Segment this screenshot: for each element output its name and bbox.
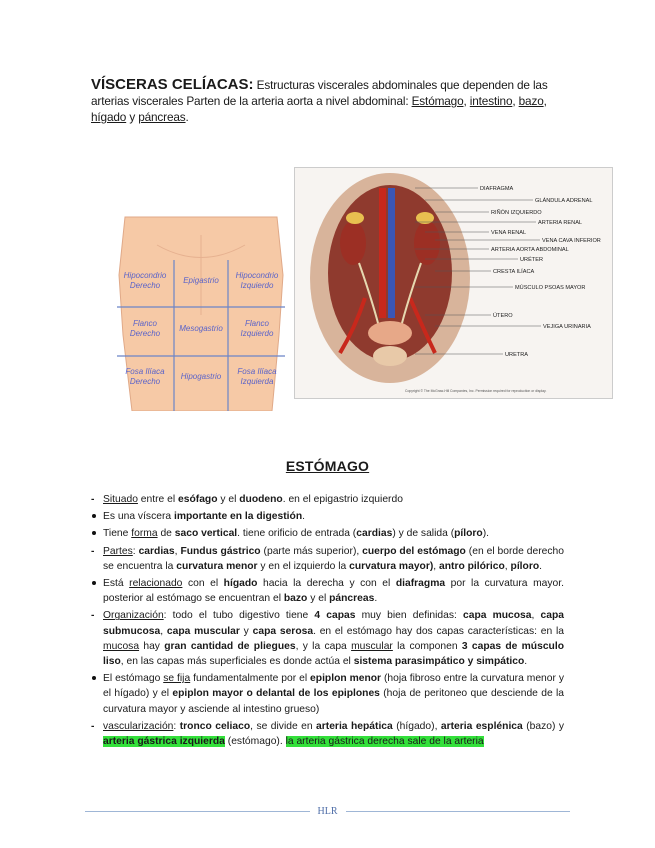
bullet-marker — [92, 676, 96, 680]
anatomy-figure — [294, 167, 613, 399]
text-run: con el — [182, 578, 224, 590]
anatomy-label: MÚSCULO PSOAS MAYOR — [515, 285, 586, 291]
text-run: (en el borde derecho se encuentra la — [103, 545, 565, 572]
text-run: . tiene orificio de entrada ( — [237, 528, 357, 540]
text-run: la arteria gástrica derecha sale de la arteria — [285, 736, 484, 748]
text-run: , — [504, 560, 511, 572]
bullet-marker — [92, 581, 96, 585]
bullet-marker — [92, 531, 96, 535]
anatomy-label: URETRA — [505, 352, 528, 358]
text-run: (estómago). — [224, 736, 286, 748]
bullet-item — [91, 671, 564, 717]
section-title: ESTÓMAGO — [285, 458, 370, 474]
text-run: mucosa — [103, 640, 140, 652]
text-run: duodeno — [239, 494, 283, 505]
text-run: cuerpo del estómago — [362, 545, 466, 557]
text-run: . — [539, 560, 543, 572]
text-run: (bazo) y — [522, 720, 565, 732]
text-run: por la curvatura mayor. posterior al estómago se encuentran el — [103, 578, 564, 605]
text-run: , — [174, 545, 181, 557]
text-run: cardias — [138, 545, 175, 557]
footer-initials: HLR — [310, 806, 346, 817]
text-run: vascularización — [103, 720, 174, 732]
text-run: arteria gástrica izquierda — [103, 736, 225, 748]
text-run: se fija — [163, 673, 191, 685]
uterus — [368, 321, 412, 345]
text-run: . — [302, 511, 305, 523]
footer — [0, 806, 655, 817]
text-run: epiplon mayor o delantal de los epiplones — [172, 688, 380, 700]
anatomy-label: ÚTERO — [493, 313, 513, 319]
bullet-list — [91, 492, 564, 751]
text-run: capa mucosa — [462, 610, 532, 622]
text-run: fundamentalmente por el — [190, 673, 311, 685]
dash-marker: - — [91, 610, 95, 622]
text-run: capa serosa — [252, 625, 314, 637]
region-label: Flanco Izquierdo — [240, 319, 274, 338]
text-run: y en el izquierdo la — [257, 560, 350, 572]
text-run: muscular — [351, 640, 393, 652]
left-kidney — [414, 221, 440, 265]
text-run: forma — [131, 528, 158, 540]
text-run: epiplon menor — [310, 673, 382, 685]
text-run: , — [160, 625, 167, 637]
text-run: Tiene — [103, 528, 132, 540]
aorta — [379, 188, 386, 318]
text-run: Es una víscera — [103, 511, 174, 523]
text-run: . en el epigastrio izquierdo — [282, 494, 403, 505]
bullet-item — [91, 608, 564, 669]
text-run: hay — [139, 640, 165, 652]
page-title: VÍSCERAS CELÍACAS: — [91, 76, 254, 93]
text-run: hígado — [223, 578, 258, 590]
text-run: importante en la digestión — [173, 511, 303, 523]
intro-paragraph: VÍSCERAS CELÍACAS: Estructuras viscerales abdominales que dependen de las arterias viscerales Parten de la arteria aorta a nivel abdominal: Estómago, intestino, bazo, hígado y páncreas. — [91, 76, 548, 124]
text-run: curvatura mayor) — [349, 560, 434, 572]
text-run: y el — [217, 494, 240, 505]
text-run: , se divide en — [250, 720, 317, 732]
text-run: de — [157, 528, 175, 540]
vena-cava — [388, 188, 395, 318]
text-run: relacionado — [129, 578, 183, 590]
text-run: muy bien definidas: — [355, 610, 463, 622]
text-run: 3 capas de músculo liso — [103, 640, 564, 668]
text-run: antro pilórico — [439, 560, 505, 572]
text-run: capa submucosa — [103, 610, 564, 637]
bullet-item — [91, 576, 564, 606]
text-run: , y la capa — [295, 640, 352, 652]
text-run: saco vertical — [174, 528, 238, 540]
organ-link: bazo — [518, 94, 544, 108]
organ-link: páncreas — [138, 110, 186, 124]
text-run: bazo — [283, 593, 308, 605]
text-run: , en las capas más superficiales es donde actúa el — [120, 656, 354, 668]
text-run: páncreas — [329, 593, 375, 605]
bullet-item — [91, 526, 564, 541]
bullet-item — [91, 509, 564, 524]
text-run: : — [173, 720, 180, 732]
text-run: 4 capas — [314, 610, 356, 622]
text-run: . — [524, 656, 528, 668]
anatomy-label: ARTERIA AORTA ABDOMINAL — [491, 247, 569, 253]
text-run: píloro — [454, 528, 483, 540]
text-run: . en el estómago hay dos capas características: en la — [313, 625, 564, 637]
anatomy-label: ARTERIA RENAL — [538, 220, 583, 226]
anatomy-label: VENA RENAL — [491, 230, 527, 236]
anatomy-label: GLÁNDULA ADRENAL — [535, 198, 593, 204]
text-run: la componen — [392, 640, 462, 652]
text-run: cardias — [356, 528, 393, 540]
text-run: : — [132, 545, 139, 557]
text-run: curvatura menor — [176, 560, 258, 572]
region-label: Hipocondrio Derecho — [123, 271, 167, 290]
dash-marker: - — [91, 494, 95, 505]
text-run: esófago — [178, 494, 218, 505]
text-run: (hígado), — [392, 720, 441, 732]
text-run: Situado — [103, 494, 138, 505]
text-run: El estómago — [103, 673, 164, 685]
figure-copyright: Copyright © The McGraw-Hill Companies, Inc. Permission required for reproduction or display. — [405, 389, 547, 393]
intro-text: Estructuras viscerales abdominales que dependen de las arterias viscerales Parten de la arteria aorta a nivel abdominal: — [91, 78, 548, 108]
text-run: gran cantidad de pliegues — [164, 640, 296, 652]
region-label: Fosa Ilíaca Derecho — [125, 367, 165, 386]
text-run: y el — [307, 593, 330, 605]
region-label: Mesogastrio — [179, 324, 223, 333]
text-run: sistema parasimpático y simpático — [353, 656, 525, 668]
text-run: Está — [103, 578, 130, 590]
text-run: capa muscular — [166, 625, 240, 637]
region-label: Flanco Derecho — [129, 319, 161, 338]
text-run: entre el — [137, 494, 179, 505]
dash-marker: - — [91, 545, 95, 557]
text-run: Partes — [103, 545, 133, 557]
dash-marker: - — [91, 720, 95, 732]
text-run: , — [433, 560, 439, 572]
anatomy-label: CRESTA ILÍACA — [493, 269, 535, 275]
text-run: y — [239, 625, 253, 637]
anatomy-label: URÉTER — [520, 257, 543, 263]
text-run: , — [531, 610, 541, 622]
bladder — [373, 346, 407, 366]
bullet-marker — [92, 514, 96, 518]
anatomy-label: RIÑÓN IZQUIERDO — [491, 210, 542, 216]
region-label: Epigastrio — [183, 276, 219, 285]
text-run: arteria esplénica — [440, 720, 523, 732]
region-label: Hipogastrio — [180, 372, 222, 381]
text-run: (parte más superior), — [260, 545, 363, 557]
organ-link: intestino — [469, 94, 513, 108]
abdominal-regions-figure — [117, 215, 285, 411]
organ-link: Estómago — [411, 94, 464, 108]
text-run: hacia la derecha y con el — [257, 578, 396, 590]
anatomy-label: DIAFRAGMA — [480, 186, 514, 192]
anatomy-label: VENA CAVA INFERIOR — [542, 238, 601, 244]
text-run: ) y de salida ( — [392, 528, 455, 540]
text-run: diafragma — [395, 578, 446, 590]
text-run: . — [374, 593, 378, 605]
text-run: : todo el tubo digestivo tiene — [163, 610, 315, 622]
region-label: Fosa Ilíaca Izquierda — [237, 367, 277, 386]
organ-link: hígado — [91, 110, 127, 124]
bullet-item — [91, 544, 564, 574]
text-run: Organización — [103, 610, 164, 622]
text-run: Fundus gástrico — [180, 545, 261, 557]
bullet-item — [91, 719, 564, 749]
bullet-item — [91, 492, 564, 507]
text-run: ). — [482, 528, 490, 540]
right-kidney — [340, 221, 366, 265]
text-run: píloro — [510, 560, 540, 572]
text-run: arteria hepática — [316, 720, 393, 732]
text-run: tronco celiaco — [179, 720, 251, 732]
region-label: Hipocondrio Izquierdo — [235, 271, 279, 290]
text-run: (hoja de peritoneo que desciende de la curvatura mayor y asciende al intestino grueso) — [103, 688, 564, 715]
text-run: (hoja fibroso entre la curvatura menor y el hígado) y el — [103, 673, 565, 700]
anatomy-label: VEJIGA URINARIA — [543, 324, 591, 330]
